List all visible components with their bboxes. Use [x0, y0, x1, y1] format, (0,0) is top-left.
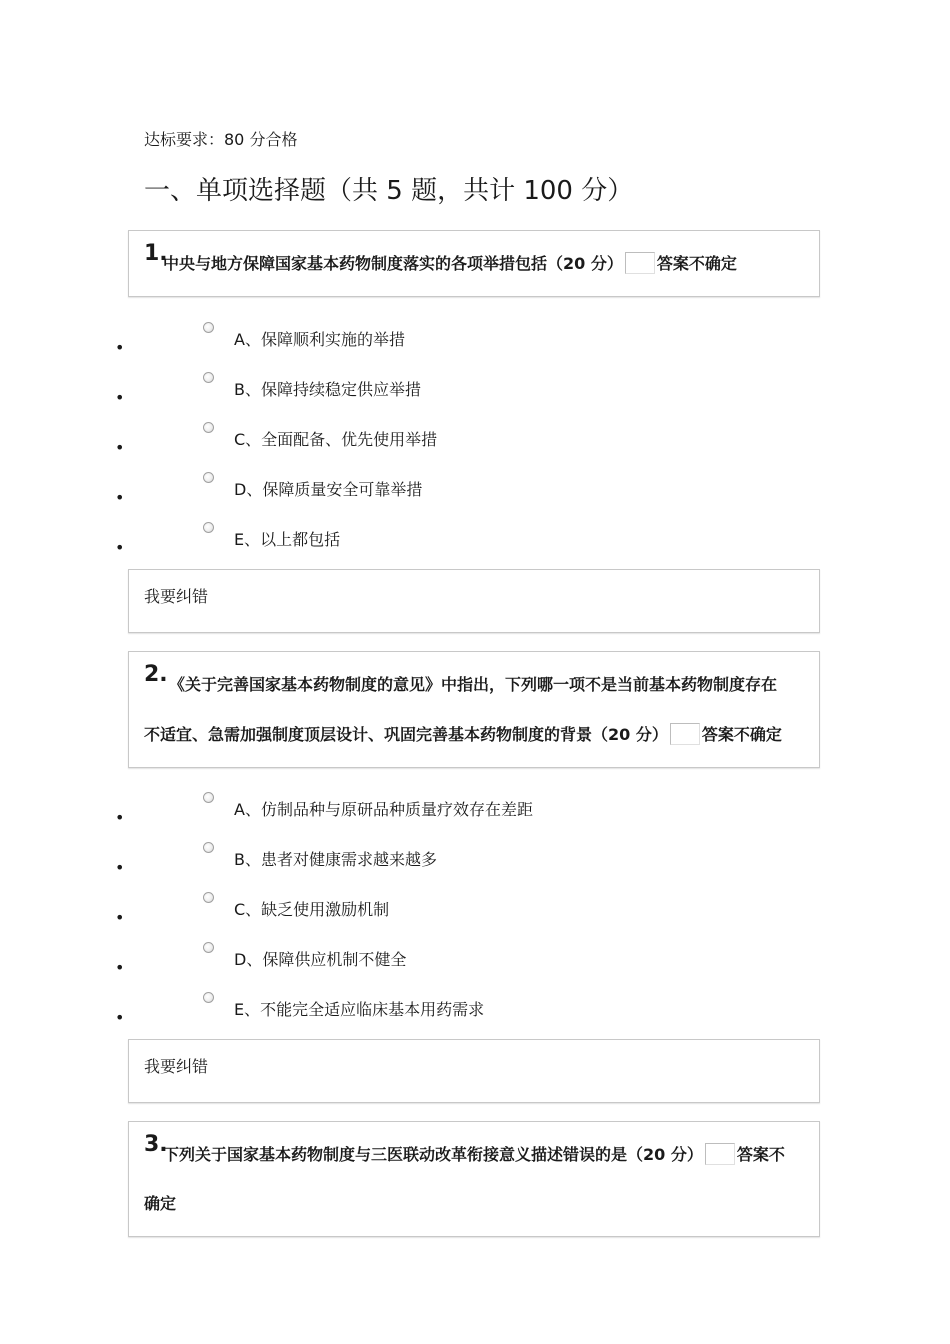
- bullet: •: [115, 438, 125, 457]
- answer-status: 答案不: [736, 1145, 785, 1164]
- bullet: •: [115, 958, 125, 977]
- option-d[interactable]: [0, 472, 950, 522]
- bullet: •: [115, 338, 125, 357]
- answer-input[interactable]: [670, 723, 700, 745]
- option-e[interactable]: [0, 522, 950, 572]
- question-1-header: [128, 230, 820, 297]
- report-error-link[interactable]: 我要纠错: [144, 1057, 209, 1076]
- radio-button[interactable]: [203, 522, 214, 533]
- option-b[interactable]: [0, 842, 950, 892]
- option-label: D、保障质量安全可靠举措: [234, 480, 423, 499]
- bullet: •: [115, 488, 125, 507]
- answer-input[interactable]: [625, 252, 655, 274]
- bullet: •: [115, 908, 125, 927]
- option-label: E、不能完全适应临床基本用药需求: [234, 1000, 485, 1019]
- option-c[interactable]: [0, 892, 950, 942]
- answer-status: 答案不确定: [701, 725, 782, 744]
- option-label: C、缺乏使用激励机制: [234, 900, 390, 919]
- bullet: •: [115, 1008, 125, 1027]
- option-label: B、保障持续稳定供应举措: [234, 380, 421, 399]
- option-a[interactable]: [0, 322, 950, 372]
- report-error-box[interactable]: [128, 569, 820, 633]
- bullet: •: [115, 388, 125, 407]
- radio-button[interactable]: [203, 422, 214, 433]
- option-label: B、患者对健康需求越来越多: [234, 850, 437, 869]
- question-text: 确定: [144, 1194, 177, 1213]
- radio-button[interactable]: [203, 992, 214, 1003]
- question-text: 下列关于国家基本药物制度与三医联动改革衔接意义描述错误的是（20 分）: [163, 1145, 703, 1164]
- option-e[interactable]: [0, 992, 950, 1042]
- answer-input[interactable]: [705, 1143, 735, 1165]
- option-c[interactable]: [0, 422, 950, 472]
- radio-button[interactable]: [203, 372, 214, 383]
- question-text: 不适宜、急需加强制度顶层设计、巩固完善基本药物制度的背景（20 分）: [144, 725, 668, 744]
- radio-button[interactable]: [203, 472, 214, 483]
- question-2-options: [0, 792, 950, 1042]
- question-number: 3.: [144, 1132, 168, 1157]
- option-label: C、全面配备、优先使用举措: [234, 430, 438, 449]
- section-title: 一、单项选择题（共 5 题，共计 100 分）: [144, 176, 634, 206]
- question-2-header: [128, 651, 820, 768]
- report-error-box[interactable]: [128, 1039, 820, 1103]
- radio-button[interactable]: [203, 842, 214, 853]
- question-text: 《关于完善国家基本药物制度的意见》中指出，下列哪一项不是当前基本药物制度存在: [169, 675, 778, 694]
- option-label: A、保障顺利实施的举措: [234, 330, 405, 349]
- option-b[interactable]: [0, 372, 950, 422]
- option-label: D、保障供应机制不健全: [234, 950, 407, 969]
- bullet: •: [115, 808, 125, 827]
- question-number: 2.: [144, 662, 168, 687]
- bullet: •: [115, 858, 125, 877]
- option-d[interactable]: [0, 942, 950, 992]
- radio-button[interactable]: [203, 942, 214, 953]
- option-a[interactable]: [0, 792, 950, 842]
- bullet: •: [115, 538, 125, 557]
- radio-button[interactable]: [203, 892, 214, 903]
- option-label: A、仿制品种与原研品种质量疗效存在差距: [234, 800, 533, 819]
- pass-requirement: 达标要求：80 分合格: [144, 130, 298, 149]
- question-text: 中央与地方保障国家基本药物制度落实的各项举措包括（20 分）: [163, 254, 623, 273]
- radio-button[interactable]: [203, 322, 214, 333]
- answer-status: 答案不确定: [656, 254, 737, 273]
- report-error-link[interactable]: 我要纠错: [144, 587, 209, 606]
- option-label: E、以上都包括: [234, 530, 341, 549]
- question-number: 1.: [144, 241, 168, 266]
- question-3-header: [128, 1121, 820, 1237]
- radio-button[interactable]: [203, 792, 214, 803]
- question-1-options: [0, 322, 950, 572]
